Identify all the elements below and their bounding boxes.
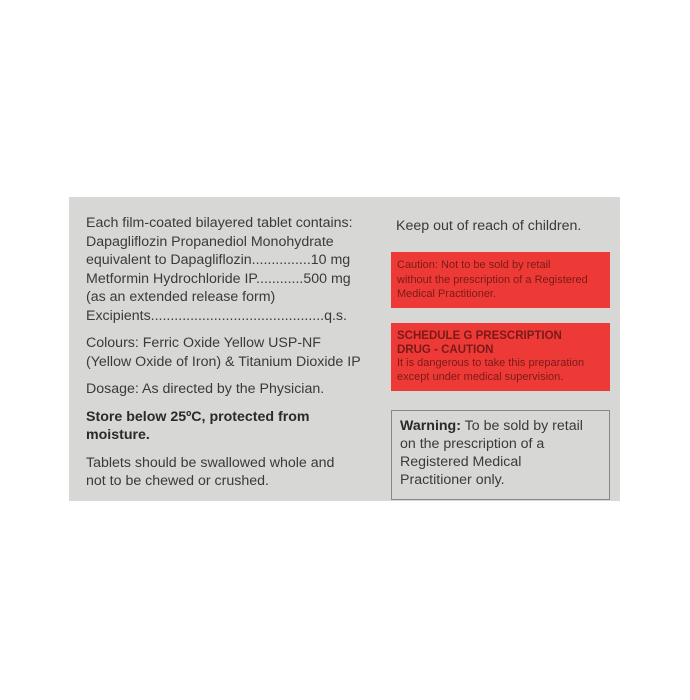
storage-line: moisture. bbox=[86, 427, 150, 443]
composition-column bbox=[86, 214, 376, 491]
schedule-body-line: except under medical supervision. bbox=[397, 370, 564, 383]
schedule-g-box bbox=[391, 323, 610, 391]
colours-block bbox=[86, 334, 376, 371]
tablets-line: not to be chewed or crushed. bbox=[86, 473, 269, 489]
composition-line: Metformin Hydrochloride IP............500 mg bbox=[86, 270, 351, 287]
keep-out-text: Keep out of reach of children. bbox=[396, 218, 582, 234]
colours-line: Colours: Ferric Oxide Yellow USP-NF bbox=[86, 335, 321, 351]
composition-line: equivalent to Dapagliflozin...............10 mg bbox=[86, 252, 351, 268]
warning-line: Practitioner only. bbox=[400, 472, 505, 488]
schedule-title-line: SCHEDULE G PRESCRIPTION bbox=[397, 330, 562, 342]
carton-panel bbox=[69, 197, 620, 501]
composition-block bbox=[86, 214, 376, 325]
caution-line: Medical Practitioner. bbox=[397, 288, 497, 300]
caution-line: without the prescription of a Registered bbox=[397, 273, 588, 286]
storage-block bbox=[86, 408, 376, 445]
composition-line: (as an extended release form) bbox=[86, 289, 276, 305]
warning-heading: Warning: bbox=[400, 418, 461, 434]
warning-box bbox=[391, 410, 610, 500]
storage-line: Store below 25ºC, protected from bbox=[86, 408, 310, 425]
composition-line: Dapagliflozin Propanediol Monohydrate bbox=[86, 233, 334, 250]
warning-line: To be sold by retail bbox=[460, 418, 583, 434]
tablets-block bbox=[86, 454, 376, 491]
tablets-line: Tablets should be swallowed whole and bbox=[86, 454, 335, 471]
dosage-text: Dosage: As directed by the Physician. bbox=[86, 381, 325, 397]
schedule-body-line: It is dangerous to take this preparation bbox=[397, 357, 585, 369]
composition-line: Excipients............................................q.s. bbox=[86, 307, 347, 324]
warning-line: on the prescription of a bbox=[400, 436, 545, 452]
colours-line: (Yellow Oxide of Iron) & Titanium Dioxide IP bbox=[86, 353, 361, 370]
warning-line: Registered Medical bbox=[400, 454, 522, 470]
caution-line: Caution: Not to be sold by retail bbox=[397, 259, 551, 271]
caution-box bbox=[391, 252, 610, 308]
dosage-block bbox=[86, 380, 376, 399]
schedule-title-line: DRUG - CAUTION bbox=[397, 344, 494, 356]
composition-line: Each film-coated bilayered tablet contains: bbox=[86, 215, 353, 231]
